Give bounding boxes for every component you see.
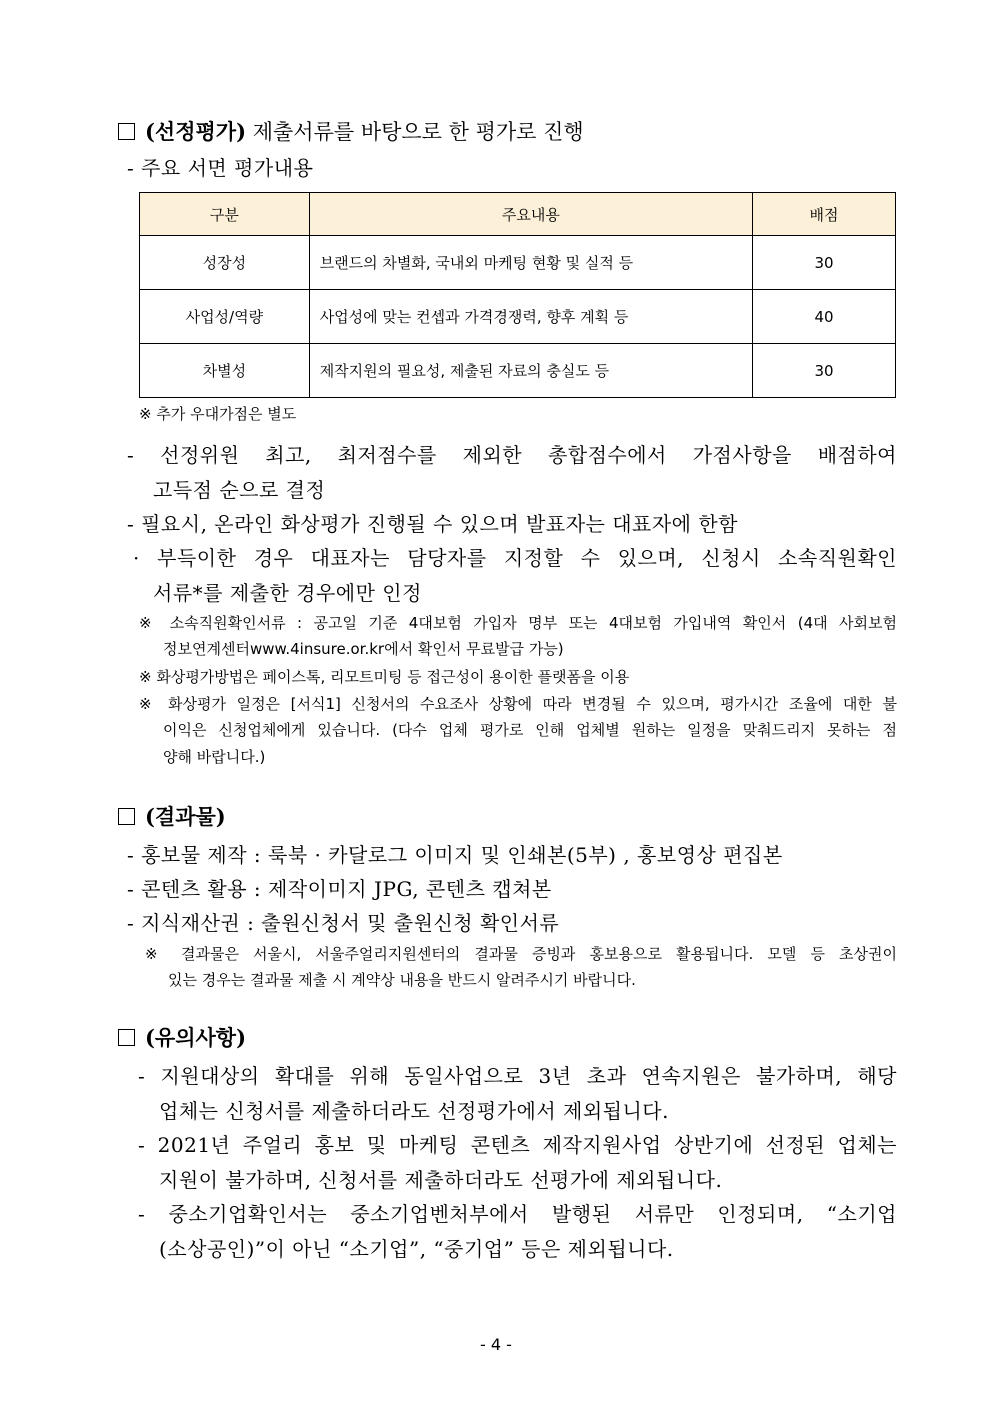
note-video-method: ※ 화상평가방법은 페이스톡, 리모트미팅 등 접근성이 용이한 플랫폼을 이용	[139, 668, 630, 686]
results-note-line2: 있는 경우는 결과물 제출 시 계약상 내용을 반드시 알려주시기 바랍니다.	[168, 971, 636, 989]
note-bonus: ※ 추가 우대가점은 별도	[139, 405, 297, 423]
section-heading-bold: (유의사항)	[145, 1025, 247, 1050]
table-header-score: 배점	[753, 193, 896, 236]
table-cell-score: 30	[753, 236, 896, 290]
selection-item2: - 필요시, 온라인 화상평가 진행될 수 있으며 발표자는 대표자에 한함	[127, 512, 738, 536]
note-video-schedule-line3: 양해 바랍니다.)	[163, 748, 266, 766]
table-header-row	[140, 193, 896, 236]
table-header-content: 주요내용	[309, 193, 752, 236]
notes-item1-line2: 업체는 신청서를 제출하더라도 선정평가에서 제외됩니다.	[159, 1099, 669, 1123]
notes-item2-line2: 지원이 불가하며, 신청서를 제출하더라도 선평가에 제외됩니다.	[159, 1168, 723, 1192]
selection-subheading: - 주요 서면 평가내용	[127, 156, 314, 180]
table-cell-score: 30	[753, 344, 896, 398]
results-item3: - 지식재산권 : 출원신청서 및 출원신청 확인서류	[127, 911, 560, 935]
table-row	[140, 236, 896, 290]
section-heading-results	[118, 801, 226, 831]
table-cell-content: 사업성에 맞는 컨셉과 가격경쟁력, 향후 계획 등	[309, 290, 752, 344]
checkbox-square-icon	[118, 808, 135, 825]
evaluation-table	[139, 192, 896, 398]
table-header-category: 구분	[140, 193, 310, 236]
table-row	[140, 290, 896, 344]
table-row	[140, 344, 896, 398]
table-cell-category: 사업성/역량	[140, 290, 310, 344]
selection-item1-line2: 고득점 순으로 결정	[153, 478, 326, 502]
note-video-schedule-line1: ※ 화상평가 일정은 [서식1] 신청서의 수요조사 상황에 따라 변경될 수 있으며, 평가시간 조율에 대한 불	[139, 695, 897, 713]
table-cell-category: 차별성	[140, 344, 310, 398]
section-heading-bold: (선정평가)	[145, 119, 247, 144]
results-item2: - 콘텐츠 활용 : 제작이미지 JPG, 콘텐츠 캡쳐본	[127, 877, 552, 901]
table-cell-category: 성장성	[140, 236, 310, 290]
notes-item2-line1: - 2021년 주얼리 홍보 및 마케팅 콘텐츠 제작지원사업 상반기에 선정된 업체는	[138, 1133, 897, 1157]
notes-item3-line1: - 중소기업확인서는 중소기업벤처부에서 발행된 서류만 인정되며, “소기업	[138, 1202, 897, 1226]
section-heading-notes	[118, 1022, 246, 1052]
checkbox-square-icon	[118, 123, 135, 140]
notes-item3-line2: (소상공인)”이 아닌 “소기업”, “중기업” 등은 제외됩니다.	[159, 1237, 674, 1261]
table-cell-content: 제작지원의 필요성, 제출된 자료의 충실도 등	[309, 344, 752, 398]
note-staff-docs-line2: 정보연계센터www.4insure.or.kr에서 확인서 무료발급 가능)	[163, 640, 564, 658]
section-heading-bold: (결과물)	[145, 804, 226, 829]
table-cell-content: 브랜드의 차별화, 국내외 마케팅 현황 및 실적 등	[309, 236, 752, 290]
selection-item3-line1: · 부득이한 경우 대표자는 담당자를 지정할 수 있으며, 신청시 소속직원확인	[133, 546, 897, 570]
results-note-line1: ※ 결과물은 서울시, 서울주얼리지원센터의 결과물 증빙과 홍보용으로 활용됩니다. 모델 등 초상권이	[145, 945, 897, 963]
note-staff-docs-line1: ※ 소속직원확인서류 : 공고일 기준 4대보험 가입자 명부 또는 4대보험 가입내역 확인서 (4대 사회보험	[139, 614, 897, 632]
selection-item3-line2: 서류*를 제출한 경우에만 인정	[153, 581, 422, 605]
selection-item1-line1: - 선정위원 최고, 최저점수를 제외한 총합점수에서 가점사항을 배점하여	[127, 443, 897, 467]
section-heading-text: 제출서류를 바탕으로 한 평가로 진행	[252, 120, 584, 144]
notes-item1-line1: - 지원대상의 확대를 위해 동일사업으로 3년 초과 연속지원은 불가하며, 해당	[138, 1064, 897, 1088]
note-video-schedule-line2: 이익은 신청업체에게 있습니다. (다수 업체 평가로 인해 업체별 원하는 일정을 맞춰드리지 못하는 점	[163, 721, 897, 739]
results-item1: - 홍보물 제작 : 룩북 · 카달로그 이미지 및 인쇄본(5부) , 홍보영상 편집본	[127, 843, 783, 867]
checkbox-square-icon	[118, 1029, 135, 1046]
table-cell-score: 40	[753, 290, 896, 344]
section-heading-selection	[118, 116, 584, 146]
page-number: - 4 -	[480, 1335, 512, 1354]
